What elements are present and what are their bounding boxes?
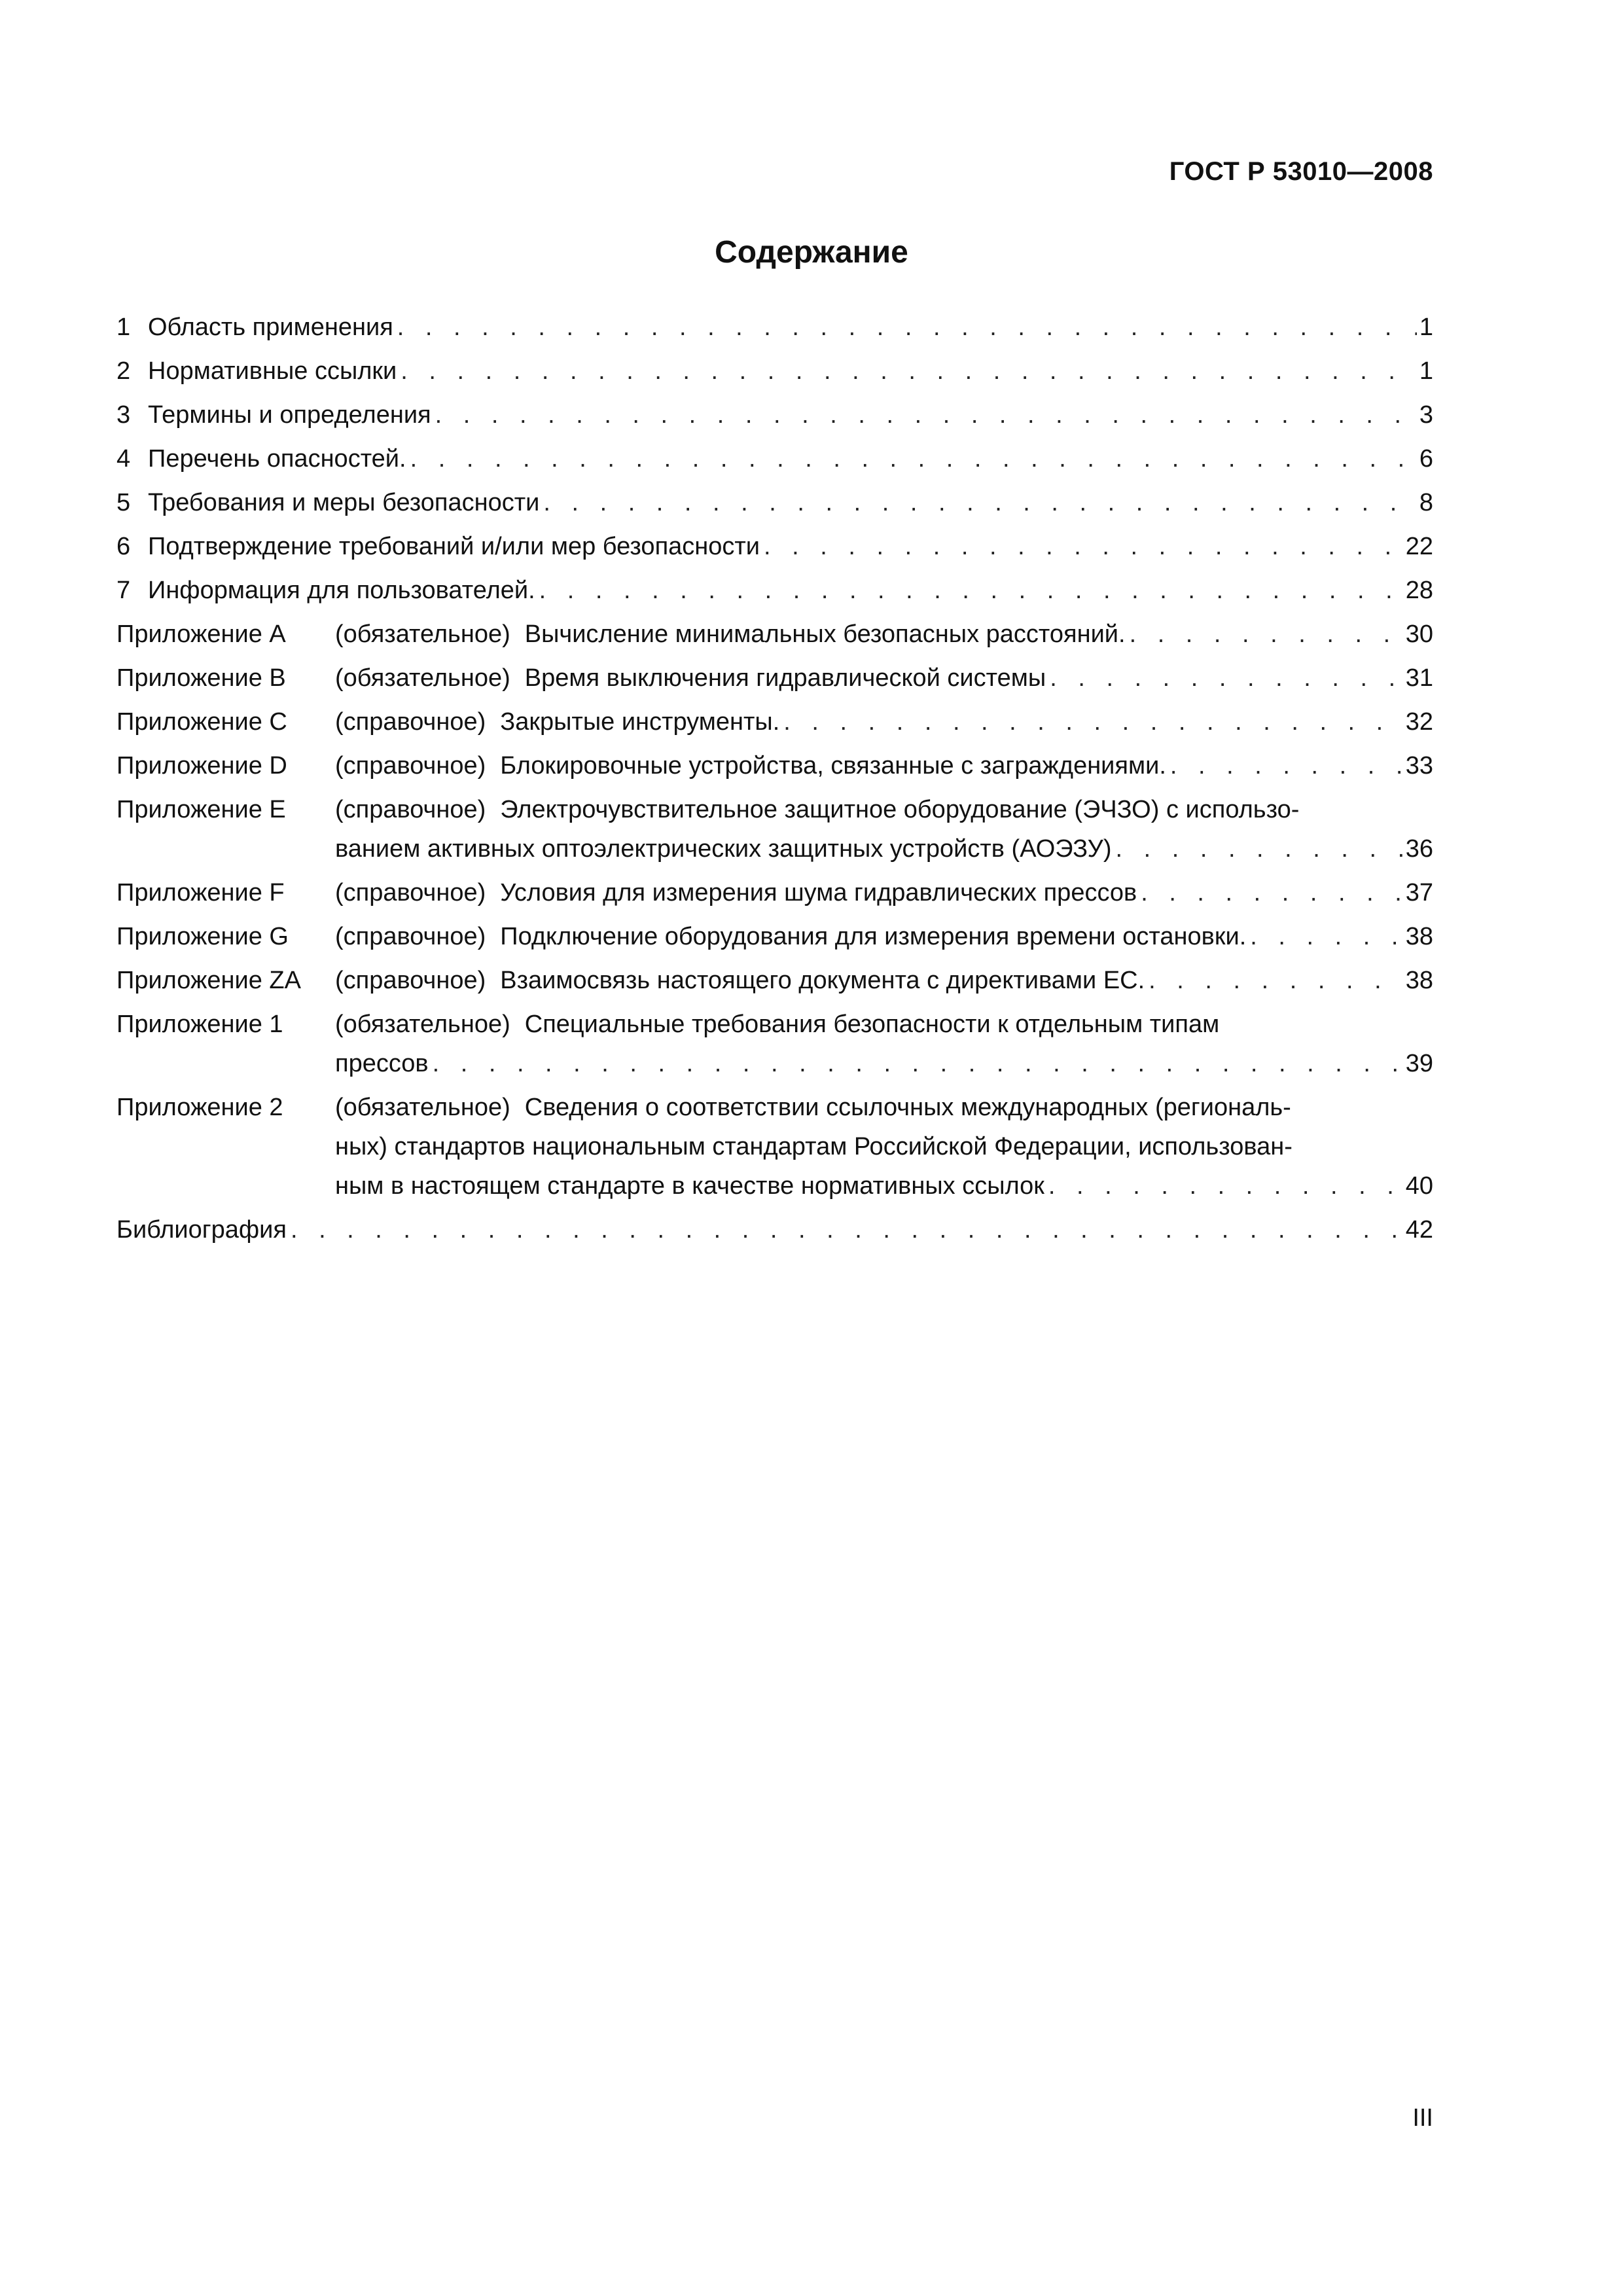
page-ref: 1 (1419, 357, 1433, 385)
dot-leader (1111, 829, 1402, 869)
toc-entry-appendix-b[interactable] (116, 658, 1433, 702)
appendix-label: Приложение D (116, 752, 287, 780)
toc-entry-appendix-c[interactable] (116, 702, 1433, 746)
appendix-label: Приложение C (116, 708, 287, 736)
appendix-label: Приложение 2 (116, 1094, 283, 1121)
appendix-title: Время выключения гидравлической системы (524, 664, 1046, 692)
appendix-title: Специальные требования безопасности к отдельным типам (524, 1011, 1220, 1038)
page-ref: 28 (1405, 577, 1433, 604)
page-ref: 36 (1405, 835, 1433, 863)
dot-leader (535, 571, 1403, 610)
toc-entry-appendix-d[interactable] (116, 746, 1433, 790)
appendix-kind: (обязательное) (335, 1011, 510, 1038)
section-title: Требования и меры безопасности (148, 489, 540, 516)
toc-entry-section-6[interactable] (116, 527, 1433, 571)
toc-entry-appendix-za[interactable] (116, 961, 1433, 1005)
appendix-label: Приложение ZA (116, 967, 301, 994)
page-ref: 32 (1405, 708, 1433, 736)
dot-leader (1044, 1166, 1403, 1206)
appendix-title: Подключение оборудования для измерения времени остановки. (500, 923, 1247, 950)
dot-leader (406, 439, 1417, 478)
appendix-label: Приложение G (116, 923, 289, 950)
page-ref: 38 (1405, 967, 1433, 994)
page-ref: 38 (1405, 923, 1433, 950)
page-ref: 22 (1405, 533, 1433, 560)
appendix-label: Приложение F (116, 879, 285, 906)
appendix-kind: (справочное) (335, 879, 486, 906)
appendix-kind: (обязательное) (335, 620, 510, 648)
appendix-label: Приложение 1 (116, 1011, 283, 1038)
appendix-title-continued: ванием активных оптоэлектрических защитных устройств (АОЭЗУ) (335, 835, 1112, 863)
appendix-title-continued: прессов (335, 1050, 429, 1077)
appendix-kind: (обязательное) (335, 664, 510, 692)
dot-leader (397, 351, 1417, 391)
dot-leader (393, 308, 1417, 347)
page-ref: 6 (1419, 445, 1433, 473)
appendix-kind: (справочное) (335, 752, 486, 780)
page-ref: 1 (1419, 314, 1433, 341)
page-ref: 31 (1405, 664, 1433, 692)
dot-leader (1166, 746, 1403, 785)
section-number: 2 (116, 357, 131, 385)
page-ref: 3 (1419, 401, 1433, 429)
section-number: 4 (116, 445, 131, 473)
toc-entry-appendix-e[interactable] (116, 790, 1433, 873)
dot-leader (429, 1044, 1403, 1083)
section-number: 5 (116, 489, 131, 516)
appendix-kind: (обязательное) (335, 1094, 510, 1121)
section-title: Перечень опасностей. (148, 445, 406, 473)
dot-leader (1137, 873, 1403, 912)
toc-entry-section-3[interactable] (116, 395, 1433, 439)
toc-entry-section-4[interactable] (116, 439, 1433, 483)
toc-entry-appendix-g[interactable] (116, 917, 1433, 961)
appendix-title: Взаимосвязь настоящего документа с директивами ЕС. (500, 967, 1145, 994)
bibliography-title: Библиография (116, 1216, 287, 1244)
page-ref: 37 (1405, 879, 1433, 906)
dot-leader (760, 527, 1403, 566)
appendix-title-continued: ным в настоящем стандарте в качестве нормативных ссылок (335, 1172, 1044, 1200)
dot-leader (1145, 961, 1403, 1000)
appendix-kind: (справочное) (335, 967, 486, 994)
section-number: 3 (116, 401, 131, 429)
dot-leader (1046, 658, 1403, 698)
dot-leader (539, 483, 1417, 522)
section-title: Информация для пользователей. (148, 577, 535, 604)
appendix-title: Сведения о соответствии ссылочных международных (региональ- (524, 1094, 1291, 1121)
toc-entry-appendix-2[interactable] (116, 1088, 1433, 1210)
page-ref: 30 (1405, 620, 1433, 648)
section-title: Область применения (148, 314, 393, 341)
appendix-label: Приложение B (116, 664, 286, 692)
toc-entry-appendix-f[interactable] (116, 873, 1433, 917)
section-number: 7 (116, 577, 131, 604)
dot-leader (1246, 917, 1402, 956)
section-title: Нормативные ссылки (148, 357, 397, 385)
appendix-title: Условия для измерения шума гидравлических прессов (500, 879, 1137, 906)
dot-leader (779, 702, 1402, 742)
standard-designation: ГОСТ Р 53010—2008 (1169, 157, 1433, 186)
page-number: III (1412, 2104, 1433, 2132)
page-title: Содержание (715, 235, 908, 270)
dot-leader (1126, 615, 1403, 654)
appendix-kind: (справочное) (335, 708, 486, 736)
page-ref: 42 (1405, 1216, 1433, 1244)
toc-entry-section-2[interactable] (116, 351, 1433, 395)
dot-leader (431, 395, 1417, 435)
page-ref: 33 (1405, 752, 1433, 780)
toc-entry-section-1[interactable] (116, 308, 1433, 351)
appendix-kind: (справочное) (335, 796, 486, 823)
section-title: Термины и определения (148, 401, 431, 429)
toc-entry-appendix-1[interactable] (116, 1005, 1433, 1088)
appendix-label: Приложение A (116, 620, 286, 648)
page-ref: 39 (1405, 1050, 1433, 1077)
table-of-contents (116, 308, 1433, 1254)
appendix-title: Вычисление минимальных безопасных расстояний. (524, 620, 1126, 648)
appendix-kind: (справочное) (335, 923, 486, 950)
appendix-title: Блокировочные устройства, связанные с заграждениями. (500, 752, 1166, 780)
toc-entry-bibliography[interactable] (116, 1210, 1433, 1254)
section-number: 6 (116, 533, 131, 560)
page-ref: 40 (1405, 1172, 1433, 1200)
appendix-label: Приложение E (116, 796, 286, 823)
page-ref: 8 (1419, 489, 1433, 516)
section-number: 1 (116, 314, 131, 341)
toc-entry-appendix-a[interactable] (116, 615, 1433, 658)
section-title: Подтверждение требований и/или мер безопасности (148, 533, 760, 560)
appendix-title: Электрочувствительное защитное оборудование (ЭЧЗО) с использо- (500, 796, 1300, 823)
toc-entry-section-5[interactable] (116, 483, 1433, 527)
toc-entry-section-7[interactable] (116, 571, 1433, 615)
dot-leader (287, 1210, 1403, 1249)
appendix-title-continued: ных) стандартов национальным стандартам Российской Федерации, использован- (335, 1133, 1293, 1160)
appendix-title: Закрытые инструменты. (500, 708, 780, 736)
